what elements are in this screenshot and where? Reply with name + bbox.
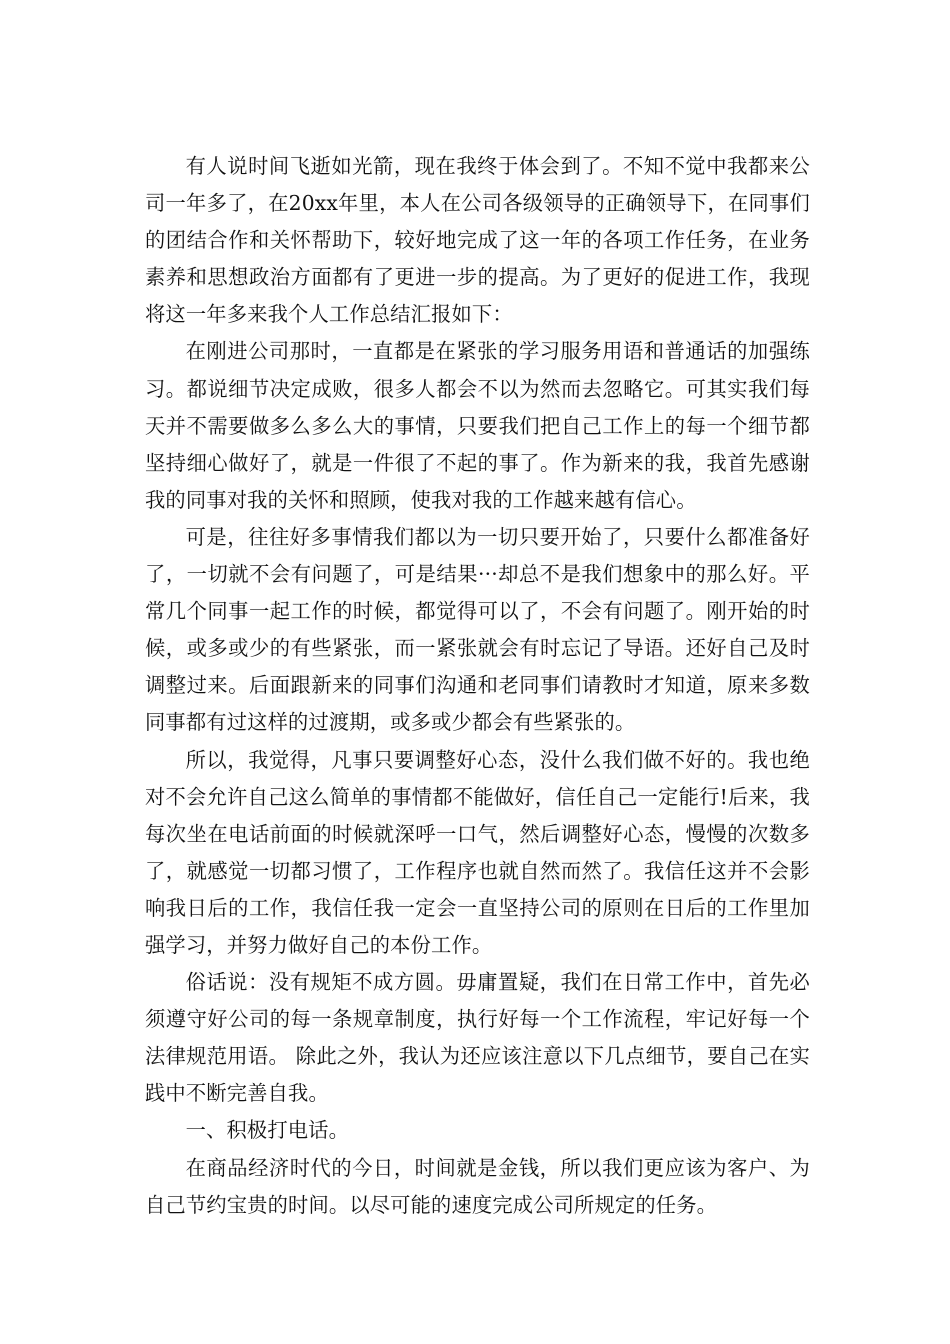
- paragraph-nervousness: 可是，往往好多事情我们都以为一切只要开始了，只要什么都准备好了，一切就不会有问题了，可是结果···却总不是我们想象中的那么好。平常几个同事一起工作的时候，都觉得可以了，不会有问题了。刚开始的时候，或多或少的有些紧张，而一紧张就会有时忘记了导语。还好自己及时调整过来。后面跟新来的同事们沟通和老同事们请教时才知道，原来多数同事都有过这样的过渡期，或多或少都会有些紧张的。: [145, 524, 810, 735]
- paragraph-intro: 有人说时间飞逝如光箭，现在我终于体会到了。不知不觉中我都来公司一年多了，在20xx年里，本人在公司各级领导的正确领导下，在同事们的团结合作和关怀帮助下，较好地完成了这一年的各项工作任务，在业务素养和思想政治方面都有了更进一步的提高。为了更好的促进工作，我现将这一年多来我个人工作总结汇报如下：: [145, 154, 810, 327]
- document-body: [145, 148, 810, 1224]
- paragraph-time-value: 在商品经济时代的今日，时间就是金钱，所以我们更应该为客户、为自己节约宝贵的时间。以尽可能的速度完成公司所规定的任务。: [145, 1155, 810, 1217]
- paragraph-mindset: 所以，我觉得，凡事只要调整好心态，没什么我们做不好的。我也绝对不会允许自己这么简单的事情都不能做好，信任自己一定能行!后来，我每次坐在电话前面的时候就深呼一口气，然后调整好心态，慢慢的次数多了，就感觉一切都习惯了，工作程序也就自然而然了。我信任这并不会影响我日后的工作，我信任我一定会一直坚持公司的原则在日后的工作里加强学习，并努力做好自己的本份工作。: [145, 747, 810, 957]
- section-heading-phone: 一、积极打电话。: [185, 1118, 350, 1143]
- paragraph-rules: 俗话说：没有规矩不成方圆。毋庸置疑，我们在日常工作中，首先必须遵守好公司的每一条规章制度，执行好每一个工作流程，牢记好每一个法律规范用语。 除此之外，我认为还应该注意以下几点细节，要自己在实践中不断完善自我。: [145, 970, 810, 1106]
- paragraph-early-days: 在刚进公司那时，一直都是在紧张的学习服务用语和普通话的加强练习。都说细节决定成败，很多人都会不以为然而去忽略它。可其实我们每天并不需要做多么多么大的事情，只要我们把自己工作上的每一个细节都坚持细心做好了，就是一件很了不起的事了。作为新来的我，我首先感谢我的同事对我的关怀和照顾，使我对我的工作越来越有信心。: [145, 339, 810, 512]
